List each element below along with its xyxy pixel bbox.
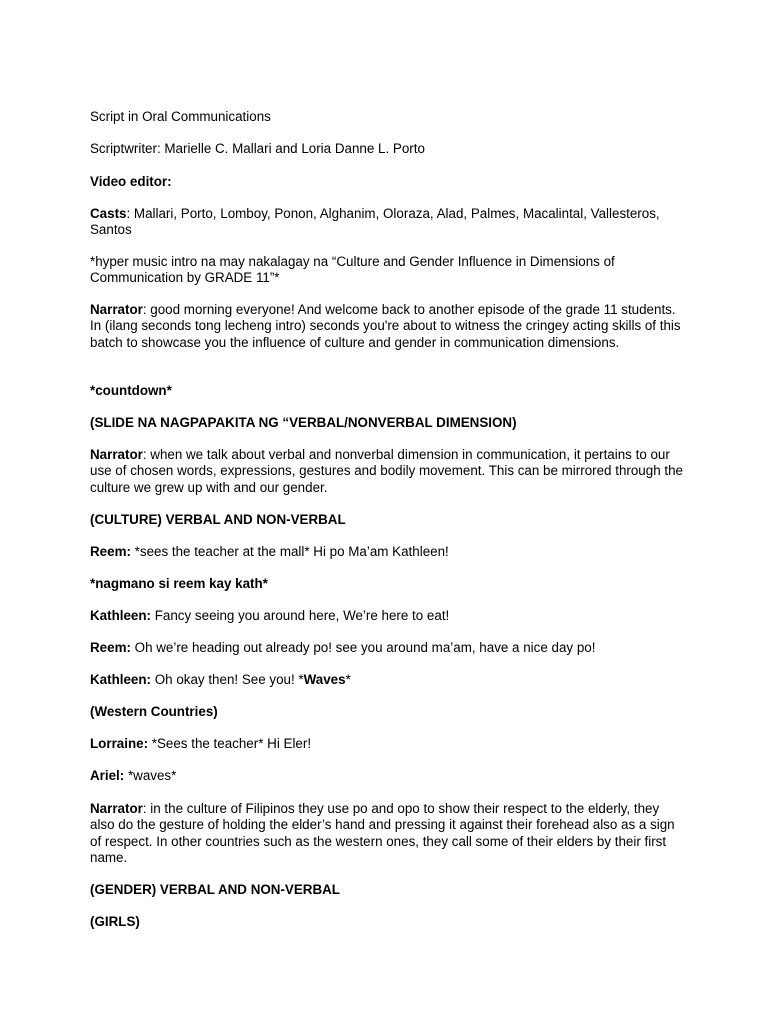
kathleen-line-1: Kathleen: Fancy seeing you around here, We’re here to eat! (90, 608, 450, 623)
narrator-text: : when we talk about verbal and nonverbal dimension in communication, it pertains to our use of chosen words, expressions, gestures and bodily movement. This can be mirrored through the culture we grew up with and our gender. (90, 447, 683, 495)
slide-heading: (SLIDE NA NAGPAPAKITA NG “VERBAL/NONVERBAL DIMENSION) (90, 415, 517, 430)
narrator-text: : good morning everyone! And welcome back to another episode of the grade 11 students. In (ilang seconds tong lecheng intro) seconds you're about to witness the cringey acting skills of this batch to showcase you the influence of culture and gender in communication dimensions. (90, 302, 681, 350)
reem-line-1: Reem: *sees the teacher at the mall* Hi po Ma’am Kathleen! (90, 544, 449, 559)
ariel-line-1: Ariel: *waves* (90, 768, 177, 783)
video-editor-label: Video editor: (90, 174, 172, 189)
speaker-kathleen: Kathleen: (90, 672, 152, 687)
lorraine-line-1: Lorraine: *Sees the teacher* Hi Eler! (90, 736, 312, 751)
kathleen-line-2: Kathleen: Oh okay then! See you! *Waves* (90, 672, 351, 687)
speaker-narrator: Narrator (90, 302, 143, 317)
western-heading: (Western Countries) (90, 704, 218, 719)
speaker-reem: Reem: (90, 544, 131, 559)
intro-note: *hyper music intro na may nakalagay na “Culture and Gender Influence in Dimensions of Communication by GRADE 11”* (90, 254, 615, 286)
countdown-note: *countdown* (90, 383, 172, 398)
speaker-narrator: Narrator (90, 801, 143, 816)
culture-heading: (CULTURE) VERBAL AND NON-VERBAL (90, 512, 346, 527)
gender-heading: (GENDER) VERBAL AND NON-VERBAL (90, 882, 340, 897)
girls-heading: (GIRLS) (90, 914, 140, 929)
speaker-lorraine: Lorraine: (90, 736, 149, 751)
narrator-paragraph-3 (90, 801, 686, 867)
narrator-paragraph-2 (90, 447, 686, 496)
speaker-narrator: Narrator (90, 447, 143, 462)
speaker-kathleen: Kathleen: (90, 608, 152, 623)
casts-text: : Mallari, Porto, Lomboy, Ponon, Alghanim, Oloraza, Alad, Palmes, Macalintal, Vallesteros, Santos (90, 206, 660, 238)
document-title: Script in Oral Communications (90, 109, 271, 124)
scriptwriter-line: Scriptwriter: Marielle C. Mallari and Loria Danne L. Porto (90, 141, 425, 156)
narrator-paragraph-1 (90, 302, 686, 351)
casts-paragraph (90, 206, 686, 239)
reem-line-2: Reem: Oh we’re heading out already po! see you around ma’am, have a nice day po! (90, 640, 596, 655)
speaker-ariel: Ariel: (90, 768, 125, 783)
narrator-text: : in the culture of Filipinos they use po and opo to show their respect to the elderly, they also do the gesture of holding the elder’s hand and pressing it against their forehead also as a sign of respect. In other countries such as the western ones, they call some of their elders by their first name. (90, 801, 675, 866)
stage-direction-nagmano: *nagmano si reem kay kath* (90, 576, 268, 591)
speaker-reem: Reem: (90, 640, 131, 655)
casts-label: Casts (90, 206, 127, 221)
